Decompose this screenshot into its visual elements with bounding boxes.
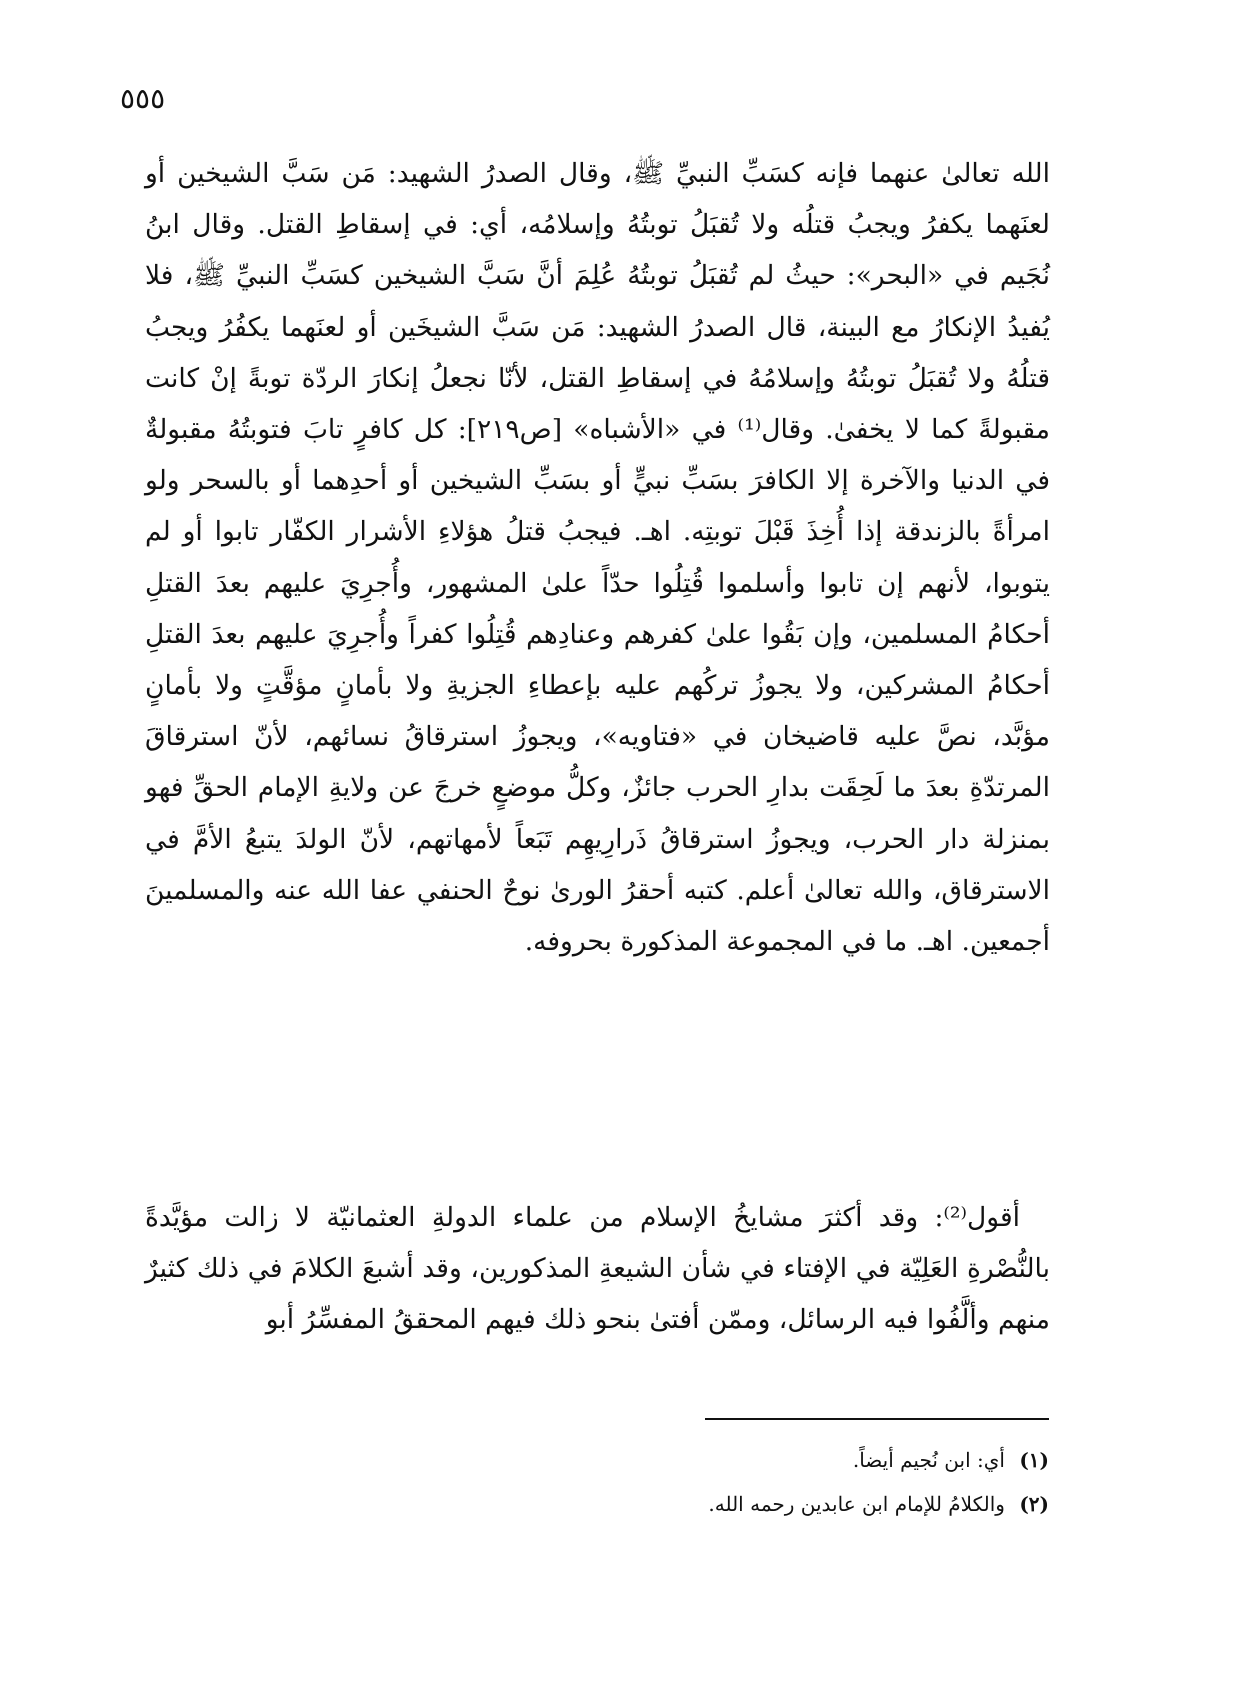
footnote-2-number: (٢): [1019, 1492, 1049, 1516]
main-paragraph-2: أقول⁽²⁾: وقد أكثرَ مشايخُ الإسلام من علماء الدولةِ العثمانيّة لا زالت مؤيَّدةً بالنُّصْرةِ العَلِيّة في الإفتاء في شأن الشيعةِ المذكورين، وقد أشبعَ الكلامَ في ذلك كثيرٌ منهم وألَّفُوا فيه الرسائل، وممّن أفتىٰ بنحو ذلك فيهم المحققُ المفسِّرُ أبو: [145, 1202, 1050, 1336]
footnotes: [600, 1438, 1049, 1526]
footnote-1-text: أي: ابن نُجيم أيضاً.: [852, 1448, 1005, 1472]
footnote-2-text: والكلامُ للإمام ابن عابدين رحمه الله.: [708, 1492, 1005, 1516]
footnote-1-number: (١): [1019, 1448, 1049, 1472]
page-number: ٥٥٥: [120, 82, 166, 115]
footnote-1: [600, 1438, 1049, 1482]
footnote-separator: [705, 1418, 1049, 1420]
footnote-2: [600, 1482, 1049, 1526]
main-paragraph-1: الله تعالىٰ عنهما فإنه كسَبِّ النبيِّ ﷺ، وقال الصدرُ الشهيد: مَن سَبَّ الشيخين أو لعنَهما يكفرُ ويجبُ قتلُه ولا تُقبَلُ توبتُهُ وإسلامُه، أي: في إسقاطِ القتل. وقال ابنُ نُجَيم في «البحر»: حيثُ لم تُقبَلُ توبتُهُ عُلِمَ أنَّ سَبَّ الشيخين كسَبِّ النبيِّ ﷺ، فلا يُفيدُ الإنكارُ مع البينة، قال الصدرُ الشهيد: مَن سَبَّ الشيخَين أو لعنَهما يكفُرُ ويجبُ قتلُهُ ولا تُقبَلُ توبتُهُ وإسلامُهُ في إسقاطِ القتل، لأنّا نجعلُ إنكارَ الردّة توبةً إنْ كانت مقبولةً كما لا يخفىٰ. وقال⁽¹⁾ في «الأشباه» [ص٢١٩]: كل كافرٍ تابَ فتوبتُهُ مقبولةٌ في الدنيا والآخرة إلا الكافرَ بسَبِّ نبيٍّ أو بسَبِّ الشيخين أو أحدِهما أو بالسحر ولو امرأةً بالزندقة إذا أُخِذَ قَبْلَ توبتِه. اهـ. فيجبُ قتلُ هؤلاءِ الأشرار الكفّار تابوا أو لم يتوبوا، لأنهم إن تابوا وأسلموا قُتِلُوا حدّاً علىٰ المشهور، وأُجرِيَ عليهم بعدَ القتلِ أحكامُ المسلمين، وإن بَقُوا علىٰ كفرهم وعنادِهم قُتِلُوا كفراً وأُجرِيَ عليهم بعدَ القتلِ أحكامُ المشركين، ولا يجوزُ تركُهم عليه بإعطاءِ الجزيةِ ولا بأمانٍ مؤقَّتٍ ولا بأمانٍ مؤبَّد، نصَّ عليه قاضيخان في «فتاويه»، ويجوزُ استرقاقُ نسائهم، لأنّ استرقاقَ المرتدّةِ بعدَ ما لَحِقَت بدارِ الحرب جائزٌ، وكلُّ موضعٍ خرجَ عن ولايةِ الإمام الحقِّ فهو بمنزلة دار الحرب، ويجوزُ استرقاقُ ذَرارِيهِم تَبَعاً لأمهاتهم، لأنّ الولدَ يتبعُ الأمَّ في الاسترقاق، والله تعالىٰ أعلم. كتبه أحقرُ الورىٰ نوحٌ الحنفي عفا الله عنه والمسلمينَ أجمعين. اهـ. ما في المجموعة المذكورة بحروفه.: [145, 158, 1050, 958]
